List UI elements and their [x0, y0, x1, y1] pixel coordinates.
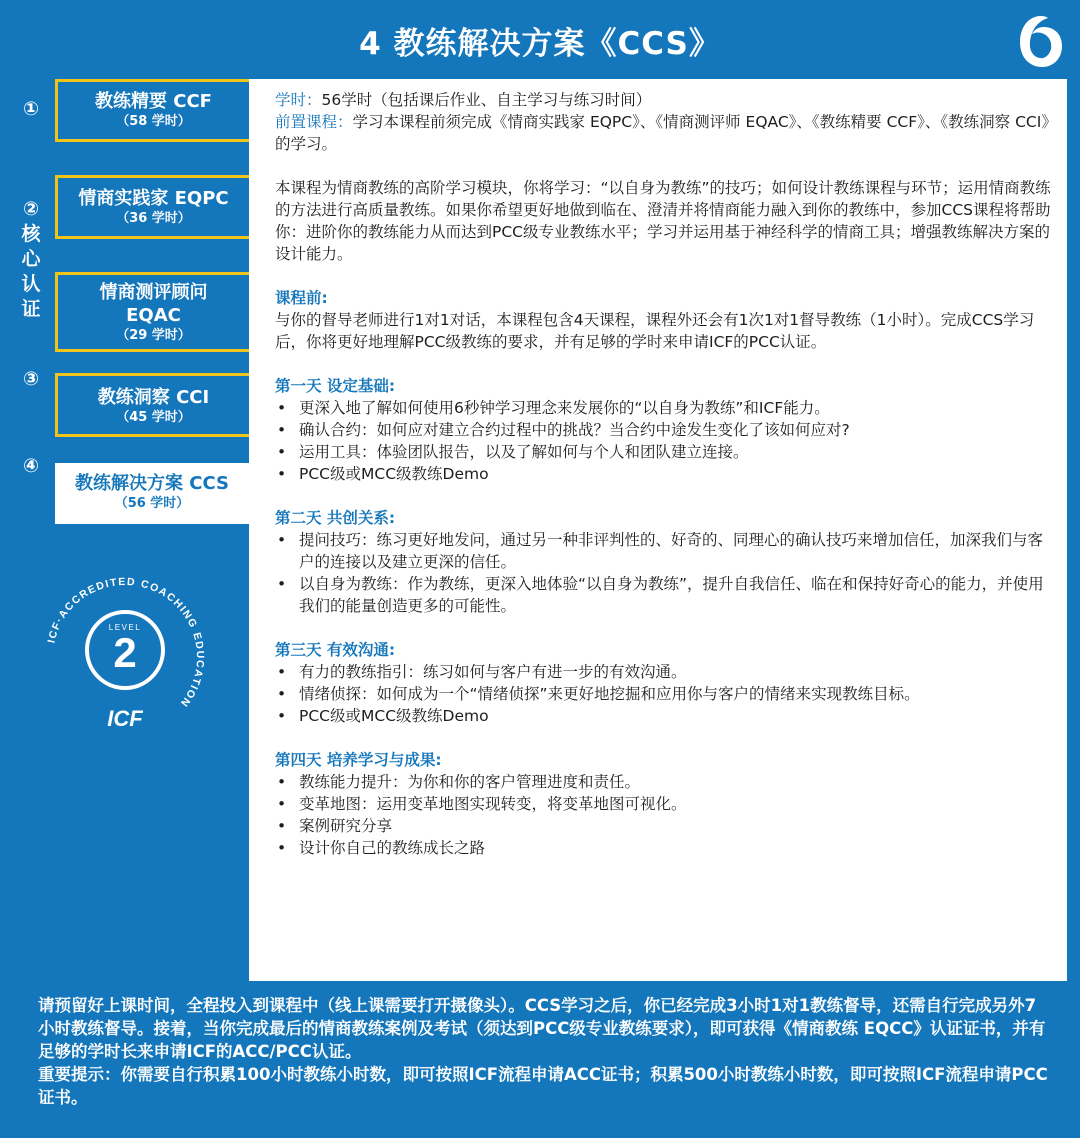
list-item: • 设计你自己的教练成长之路	[275, 837, 1055, 859]
page-title: 4 教练解决方案《CCS》	[359, 26, 721, 62]
prereq-label: 前置课程：	[275, 113, 353, 131]
list-item: • 变革地图：运用变革地图实现转变，将变革地图可视化。	[275, 793, 1055, 815]
badge-level-label: LEVEL	[108, 623, 142, 632]
list-item: • PCC级或MCC级教练Demo	[275, 705, 1055, 727]
hours-value: 56学时（包括课后作业、自主学习与练习时间）	[321, 91, 652, 109]
brand-logo-icon	[1016, 12, 1066, 70]
intro-paragraph: 本课程为情商教练的高阶学习模块，你将学习：“以自身为教练”的技巧；如何设计教练课程与环节；运用情商教练的方法进行高质量教练。如果你希望更好地做到临在、澄清并将情商能力融入到你的教练中，参加CCS课程将帮助你：进阶你的教练能力从而达到PCC级专业教练水平；学习并运用基于神经科学的情商工具；增强教练解决方案的设计能力。	[275, 179, 1051, 263]
list-item: • 运用工具：体验团队报告，以及了解如何与个人和团队建立连接。	[275, 441, 1055, 463]
day-3-title: 第三天 有效沟通:	[275, 641, 396, 659]
course-card-title-line2: EQAC	[126, 305, 181, 326]
list-item: • 案例研究分享	[275, 815, 1055, 837]
course-card-title: 情商实践家 EQPC	[78, 188, 229, 209]
day-1-list	[275, 397, 1055, 485]
prerequisite-line	[275, 111, 1055, 155]
course-card-hours: （56 学时）	[114, 496, 190, 511]
icf-level-2-badge	[38, 570, 212, 744]
list-item: • 教练能力提升：为你和你的客户管理进度和责任。	[275, 771, 1055, 793]
footer-important-note: 重要提示：你需要自行积累100小时教练小时数，即可按照ICF流程申请ACC证书；积累500小时教练小时数，即可按照ICF流程申请PCC证书。	[38, 1065, 1048, 1107]
step-marker-1: ①	[22, 98, 40, 120]
course-content	[275, 89, 1055, 881]
day-1-title: 第一天 设定基础:	[275, 377, 396, 395]
course-card-title: 教练解决方案 CCS	[75, 473, 229, 494]
core-certification-label: 核 心 认 证	[21, 223, 41, 320]
course-card-ccs-active[interactable]	[55, 463, 249, 524]
course-card-title: 教练精要 CCF	[95, 91, 212, 112]
course-card-cci[interactable]	[55, 373, 249, 437]
step-marker-4: ④	[22, 455, 40, 477]
prereq-value: 学习本课程前须完成《情商实践家 EQPC》、《情商测评师 EQAC》、《教练精要 CCF》、《教练洞察 CCI》的学习。	[275, 113, 1050, 153]
step-marker-2: ②	[22, 198, 40, 220]
list-item: • 以自身为教练：作为教练，更深入地体验“以自身为教练”，提升自我信任、临在和保持好奇心的能力，并使用我们的能量创造更多的可能性。	[275, 573, 1055, 617]
day-3-list	[275, 661, 1055, 727]
course-card-ccf[interactable]	[55, 79, 249, 142]
course-card-eqpc[interactable]	[55, 175, 249, 239]
day-2-list	[275, 529, 1055, 617]
list-item: • 提问技巧：练习更好地发问，通过另一种非评判性的、好奇的、同理心的确认技巧来增加信任，加深我们与客户的连接以及建立更深的信任。	[275, 529, 1055, 573]
day-4-list	[275, 771, 1055, 859]
footer-paragraph: 请预留好上课时间，全程投入到课程中（线上课需要打开摄像头）。CCS学习之后，你已经完成3小时1对1教练督导，还需自行完成另外7小时教练督导。接着，当你完成最后的情商教练案例及考试（须达到PCC级专业教练要求），即可获得《情商教练 EQCC》认证证书，并有足够的学时长来申请ICF的ACC/PCC认证。	[38, 996, 1046, 1061]
hours-label: 学时：	[275, 91, 322, 109]
hours-line	[275, 89, 1055, 111]
list-item: • 有力的教练指引：练习如何与客户有进一步的有效沟通。	[275, 661, 1055, 683]
list-item: • 确认合约：如何应对建立合约过程中的挑战？当合约中途发生变化了该如何应对?	[275, 419, 1055, 441]
step-marker-3: ③	[22, 368, 40, 390]
course-card-hours: （36 学时）	[116, 211, 191, 226]
course-card-hours: （29 学时）	[116, 328, 191, 343]
list-item: • 情绪侦探：如何成为一个“情绪侦探”来更好地挖掘和应用你与客户的情绪来实现教练目标。	[275, 683, 1055, 705]
course-card-title: 教练洞察 CCI	[97, 387, 210, 408]
badge-ring-text: ICF·ACCREDITED COACHING EDUCATION	[45, 575, 207, 710]
list-item: • 更深入地了解如何使用6秒钟学习理念来发展你的“以自身为教练”和ICF能力。	[275, 397, 1055, 419]
course-card-hours: （58 学时）	[116, 114, 191, 129]
pre-course-text: 与你的督导老师进行1对1对话，本课程包含4天课程，课程外还会有1次1对1督导教练（1小时）。完成CCS学习后，你将更好地理解PCC级教练的要求，并有足够的学时来申请ICF的PCC认证。	[275, 311, 1035, 351]
course-card-eqac[interactable]	[55, 272, 249, 352]
footer-notice	[38, 994, 1048, 1109]
list-item: • PCC级或MCC级教练Demo	[275, 463, 1055, 485]
course-card-hours: （45 学时）	[116, 410, 191, 425]
day-2-title: 第二天 共创关系:	[275, 509, 396, 527]
badge-org: ICF	[107, 706, 143, 731]
course-card-title: 情商测评顾问	[99, 282, 208, 303]
pre-course-title: 课程前:	[275, 289, 328, 307]
day-4-title: 第四天 培养学习与成果:	[275, 751, 442, 769]
badge-level-number: 2	[113, 629, 137, 676]
